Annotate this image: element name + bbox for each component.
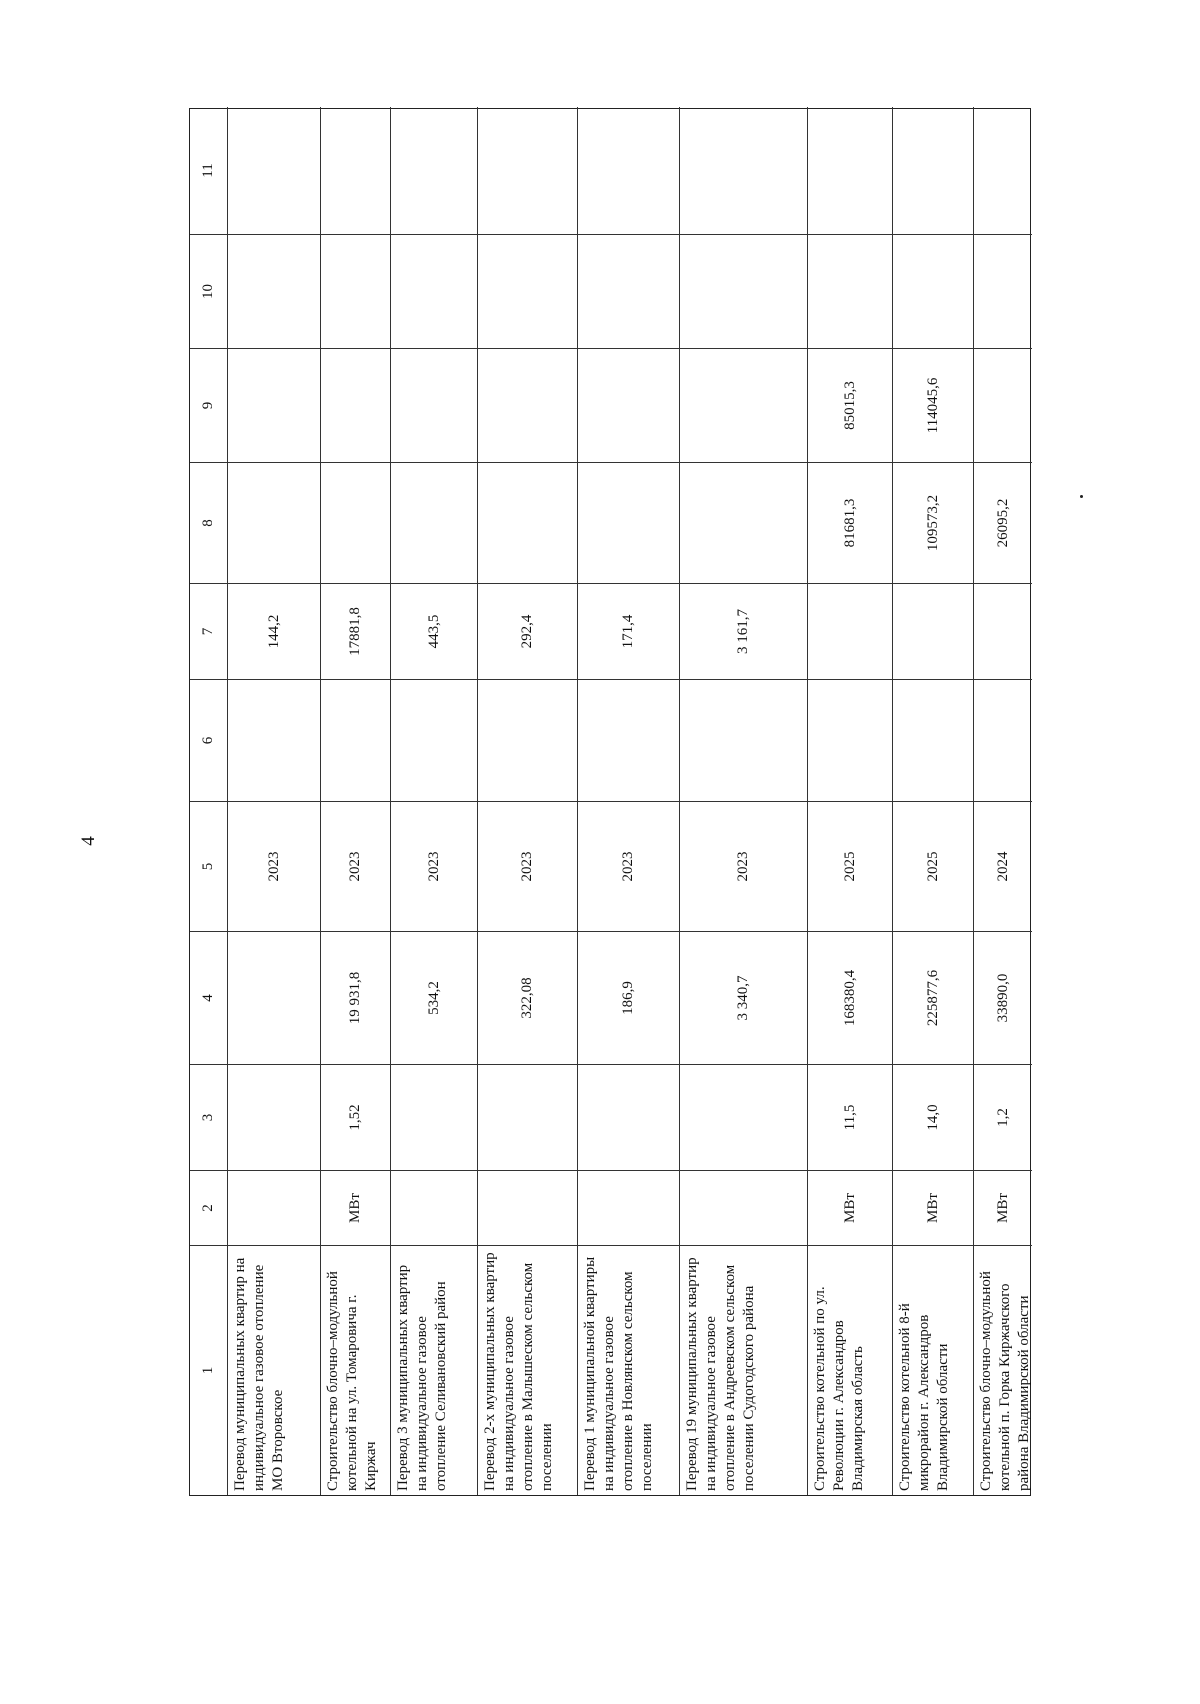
table-cell-col-10 [974, 234, 1032, 348]
table-cell-col-10 [680, 234, 808, 348]
table-cell-col-7: 3 161,7 [680, 583, 808, 679]
table-cell-col-10 [578, 234, 680, 348]
table-cell-col-2: МВт [808, 1170, 893, 1245]
table-cell-col-11 [974, 107, 1032, 234]
table-cell-col-10 [893, 234, 974, 348]
table-cell-col-8: 81681,3 [808, 462, 893, 583]
table-cell-col-7: 144,2 [228, 583, 321, 679]
table-cell-col-5: 2023 [391, 801, 478, 931]
table-cell-col-3: 1,2 [974, 1064, 1032, 1170]
scan-speck [1080, 495, 1083, 498]
table-cell-col-4: 322,08 [478, 931, 578, 1064]
column-header-9: 9 [190, 348, 228, 462]
table-cell-col-3 [391, 1064, 478, 1170]
row-description: Перевод 2-х муниципальных квартир на индивидуальное газовое отопление в Малышеском сельском поселении [478, 1245, 578, 1495]
column-header-5: 5 [190, 801, 228, 931]
table-cell-col-10 [808, 234, 893, 348]
table-cell-col-11 [680, 107, 808, 234]
table-cell-col-4: 225877,6 [893, 931, 974, 1064]
row-description: Строительство котельной по ул. Революции г. Александров Владимирская область [808, 1245, 893, 1495]
table-cell-col-2 [680, 1170, 808, 1245]
table-cell-col-2 [478, 1170, 578, 1245]
table-cell-col-4: 168380,4 [808, 931, 893, 1064]
document-sheet [189, 108, 1031, 1496]
table-cell-col-9: 114045,6 [893, 348, 974, 462]
table-cell-col-2: МВт [893, 1170, 974, 1245]
table-cell-col-5: 2025 [893, 801, 974, 931]
table-cell-col-6 [680, 679, 808, 801]
table-cell-col-7 [974, 583, 1032, 679]
table-cell-col-11 [808, 107, 893, 234]
table-cell-col-3 [228, 1064, 321, 1170]
table-cell-col-5: 2023 [228, 801, 321, 931]
table-cell-col-4: 19 931,8 [321, 931, 391, 1064]
table-cell-col-11 [893, 107, 974, 234]
table-cell-col-10 [391, 234, 478, 348]
table-cell-col-6 [974, 679, 1032, 801]
table-cell-col-10 [478, 234, 578, 348]
table-cell-col-3 [478, 1064, 578, 1170]
page-number: 4 [78, 836, 99, 846]
row-description: Строительство котельной 8-й микрорайон г. Александров Владимирской области [893, 1245, 974, 1495]
table-cell-col-4: 3 340,7 [680, 931, 808, 1064]
column-header-6: 6 [190, 679, 228, 801]
table-cell-col-6 [893, 679, 974, 801]
table-cell-col-5: 2023 [578, 801, 680, 931]
table-cell-col-2: МВт [974, 1170, 1032, 1245]
table-cell-col-7 [893, 583, 974, 679]
table-cell-col-7: 443,5 [391, 583, 478, 679]
row-description: Строительство блочно–модульной котельной п. Горка Киржачского района Владимирской области [974, 1245, 1032, 1495]
table-cell-col-2: МВт [321, 1170, 391, 1245]
table-cell-col-9 [391, 348, 478, 462]
table-cell-col-9 [478, 348, 578, 462]
column-header-7: 7 [190, 583, 228, 679]
table-cell-col-8 [680, 462, 808, 583]
table-cell-col-8 [391, 462, 478, 583]
table-cell-col-5: 2023 [478, 801, 578, 931]
table-cell-col-9 [974, 348, 1032, 462]
table-cell-col-5: 2025 [808, 801, 893, 931]
row-description: Перевод 1 муниципальной квартиры на индивидуальное газовое отопление в Новлянском сельском поселении [578, 1245, 680, 1495]
row-description: Перевод 3 муниципальных квартир на индивидуальное газовое отопление Селивановский район [391, 1245, 478, 1495]
table-cell-col-2 [391, 1170, 478, 1245]
column-header-8: 8 [190, 462, 228, 583]
table-cell-col-6 [321, 679, 391, 801]
row-description: Строительство блочно–модульной котельной на ул. Томаровича г. Киржач [321, 1245, 391, 1495]
table-cell-col-11 [321, 107, 391, 234]
table-cell-col-2 [228, 1170, 321, 1245]
table-cell-col-8 [321, 462, 391, 583]
table-cell-col-5: 2023 [321, 801, 391, 931]
table-cell-col-7 [808, 583, 893, 679]
table-cell-col-5: 2024 [974, 801, 1032, 931]
table-cell-col-6 [228, 679, 321, 801]
table-cell-col-3: 14,0 [893, 1064, 974, 1170]
table-cell-col-8 [228, 462, 321, 583]
table-cell-col-11 [228, 107, 321, 234]
row-description: Перевод муниципальных квартир на индивидуальное газовое отопление МО Второвское [228, 1245, 321, 1495]
table-cell-col-6 [478, 679, 578, 801]
table-cell-col-8 [478, 462, 578, 583]
row-description: Перевод 19 муниципальных квартир на индивидуальное газовое отопление в Андреевском сельском поселении Судогодского района [680, 1245, 808, 1495]
table-cell-col-11 [578, 107, 680, 234]
table-cell-col-8 [578, 462, 680, 583]
column-header-10: 10 [190, 234, 228, 348]
table-cell-col-7: 17881,8 [321, 583, 391, 679]
table-cell-col-7: 292,4 [478, 583, 578, 679]
table-cell-col-10 [321, 234, 391, 348]
rotated-data-table [189, 108, 1031, 1496]
table-cell-col-11 [391, 107, 478, 234]
table-cell-col-4 [228, 931, 321, 1064]
table-cell-col-6 [391, 679, 478, 801]
table-cell-col-9: 85015,3 [808, 348, 893, 462]
table-cell-col-9 [680, 348, 808, 462]
table-cell-col-6 [578, 679, 680, 801]
table-cell-col-9 [228, 348, 321, 462]
column-header-11: 11 [190, 107, 228, 234]
table-cell-col-2 [578, 1170, 680, 1245]
table-cell-col-4: 33890,0 [974, 931, 1032, 1064]
table-cell-col-7: 171,4 [578, 583, 680, 679]
table-cell-col-5: 2023 [680, 801, 808, 931]
table-cell-col-11 [478, 107, 578, 234]
table-cell-col-6 [808, 679, 893, 801]
table-cell-col-3 [680, 1064, 808, 1170]
table-cell-col-10 [228, 234, 321, 348]
column-header-4: 4 [190, 931, 228, 1064]
column-header-2: 2 [190, 1170, 228, 1245]
column-header-3: 3 [190, 1064, 228, 1170]
table-cell-col-9 [321, 348, 391, 462]
column-header-1: 1 [190, 1245, 228, 1495]
table-cell-col-9 [578, 348, 680, 462]
table-cell-col-3: 11,5 [808, 1064, 893, 1170]
table-cell-col-8: 26095,2 [974, 462, 1032, 583]
table-cell-col-3 [578, 1064, 680, 1170]
table-cell-col-4: 186,9 [578, 931, 680, 1064]
table-cell-col-8: 109573,2 [893, 462, 974, 583]
table-cell-col-3: 1,52 [321, 1064, 391, 1170]
table-cell-col-4: 534,2 [391, 931, 478, 1064]
